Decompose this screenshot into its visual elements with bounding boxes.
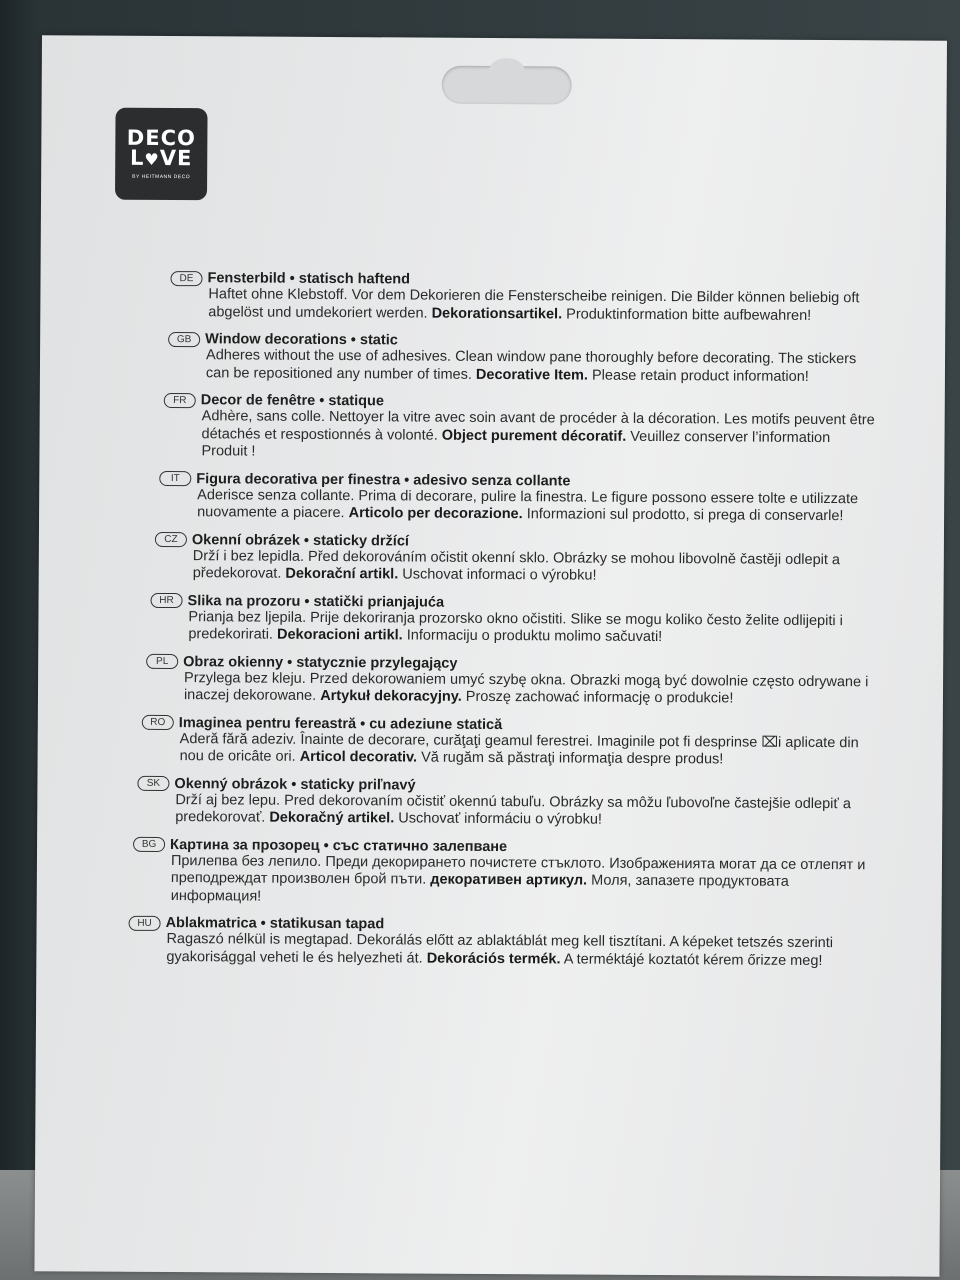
section-body xyxy=(208,286,880,325)
section-body xyxy=(184,670,878,709)
section-title: Okenní obrázek • staticky držící xyxy=(191,531,410,549)
section-text: Prianja bez ljepila. Prije dekoriranja prozorsko okno očistiti. Slike se mogu koliko često želite odlijepiti i predekorirati. xyxy=(188,608,843,643)
section-text-end: Моля, запазете продуктовата информация! xyxy=(170,872,789,905)
instructions-list xyxy=(137,270,880,980)
section-text-end: Uschovať informáciu o výrobku! xyxy=(394,810,603,828)
section-title: Fensterbild • statisch haftend xyxy=(207,270,411,288)
section-text: Adheres without the use of adhesives. Clean window pane thoroughly before decorating. The stickers can be repositioned any number of times. xyxy=(205,347,857,383)
section-body xyxy=(206,347,880,386)
language-code-badge: DE xyxy=(170,271,202,286)
logo-letter-l: L xyxy=(130,145,145,170)
section-text-end: A terméktájé koztatót kérem őrizze meg! xyxy=(560,950,823,969)
language-code-badge: BG xyxy=(133,837,165,852)
section-body xyxy=(201,408,879,465)
section-title: Slika na prozoru • statički prianjajuća xyxy=(187,592,445,611)
logo-word-top: DECO xyxy=(126,125,196,151)
section-text: Haftet ohne Klebstoff. Vor dem Dekorieren die Fensterscheibe reinigen. Die Bilder können beliebig oft abgelöst und umdekoriert werden. xyxy=(208,286,860,322)
section-body xyxy=(166,931,876,970)
product-backing-card xyxy=(34,35,947,1277)
section-title: Ablakmatrica • statikusan tapad xyxy=(165,915,385,933)
section-text: Ragaszó nélkül is megtapad. Dekorálás előtt az ablaktáblát meg kell tisztítani. A képeket tetszés szerinti gyakorisággal veheti le és helyezheti át. xyxy=(166,931,834,967)
language-code-badge: HU xyxy=(129,915,161,930)
section-title: Obraz okienny • statycznie przylegający xyxy=(183,653,458,672)
section-text: Przylega bez kleju. Przed dekorowaniem umyć szybę okna. Obrazki mogą być dowolnie często odrywane i inaczej dekorowane. xyxy=(183,669,869,704)
language-code-badge: PL xyxy=(146,654,178,669)
section-text: Aderisce senza collante. Prima di decorare, pulire la finestra. Le figure possono essere tolte e utilizzate nuovamente a piacere. xyxy=(197,486,859,522)
language-code-badge: SK xyxy=(137,776,169,791)
instruction-section-fr xyxy=(163,392,879,465)
section-title: Okenný obrázok • staticky priľnavý xyxy=(174,775,416,794)
section-text: Aderă fără adeziv. Înainte de decorare, curăţaţi geamul ferestrei. Imaginile pot fi desprinse ⌧i aplicate din nou de oricâte ori. xyxy=(179,730,859,765)
instruction-section-bg xyxy=(133,836,877,909)
section-body xyxy=(197,487,879,526)
instruction-section-gb xyxy=(168,331,880,386)
section-title: Картина за прозорец • със статично залепване xyxy=(170,836,508,855)
section-body xyxy=(171,853,877,910)
section-body xyxy=(180,731,878,770)
section-bold-text: Dekorationsartikel. xyxy=(431,305,563,322)
section-bold-text: Dekoracioni artikl. xyxy=(276,626,403,644)
section-bold-text: Dekorační artikl. xyxy=(285,565,399,583)
instruction-section-sk xyxy=(137,775,877,831)
instruction-section-pl xyxy=(146,653,878,708)
hang-hole xyxy=(442,66,572,105)
section-title: Figura decorativa per finestra • adesivo senza collante xyxy=(196,470,571,489)
section-text-end: Uschovat informaci o výrobku! xyxy=(398,566,597,584)
section-title: Imaginea pentru fereastră • cu adeziune statică xyxy=(178,714,503,733)
section-title: Decor de fenêtre • statique xyxy=(200,392,384,410)
heart-icon: ♥ xyxy=(144,149,160,169)
section-bold-text: Dekorációs termék. xyxy=(426,950,561,967)
instruction-section-it xyxy=(159,470,879,525)
section-text: Drží aj bez lepu. Pred dekorovaním očistiť okennú tabuľu. Obrázky sa môžu ľubovoľne častejšie odlepiť a predekorovať. xyxy=(175,791,851,826)
logo-letters-ve: VE xyxy=(159,145,193,171)
section-text-end: Veuillez conserver l’information Produit ! xyxy=(201,428,831,460)
section-bold-text: Object purement décoratif. xyxy=(441,427,627,445)
instruction-section-hr xyxy=(150,592,878,647)
logo-word-bottom xyxy=(130,145,193,171)
language-code-badge: HR xyxy=(151,593,183,608)
language-code-badge: FR xyxy=(164,392,196,407)
brand-logo xyxy=(115,108,208,201)
section-body xyxy=(193,548,879,587)
instruction-section-cz xyxy=(155,531,879,586)
section-body xyxy=(188,609,878,648)
section-bold-text: Artykuł dekoracyjny. xyxy=(320,687,462,705)
instruction-section-de xyxy=(170,270,880,325)
section-text-end: Vă rugăm să păstraţi informaţia despre produs! xyxy=(417,749,724,768)
section-text-end: Proszę zachować informację o produkcie! xyxy=(461,688,734,707)
section-bold-text: Decorative Item. xyxy=(475,366,589,384)
section-text-end: Informaciju o produktu molimo sačuvati! xyxy=(402,627,663,646)
section-text: Drží i bez lepidla. Před dekorováním očistit okenní sklo. Obrázky se mohou libovolně častěji odlepit a předekorovat. xyxy=(192,547,841,582)
section-title: Window decorations • static xyxy=(205,331,398,349)
section-text: Adhère, sans colle. Nettoyer la vitre avec soin avant de procéder à la décoration. Les motifs peuvent être détachés et respostionnés à volonté. xyxy=(201,408,875,444)
section-bold-text: Dekoračný artikel. xyxy=(269,809,395,827)
section-text-end: Produktinformation bitte aufbewahren! xyxy=(562,305,812,324)
section-text-end: Please retain product information! xyxy=(587,367,809,385)
section-bold-text: декоративен артикул. xyxy=(430,871,588,889)
section-bold-text: Articol decorativ. xyxy=(299,748,418,766)
section-bold-text: Articolo per decorazione. xyxy=(348,505,523,523)
language-code-badge: CZ xyxy=(155,532,187,547)
language-code-badge: IT xyxy=(159,471,191,486)
logo-subtitle: BY HEITMANN DECO xyxy=(132,173,191,181)
section-body xyxy=(175,792,877,831)
language-code-badge: RO xyxy=(142,715,174,730)
instruction-section-hu xyxy=(128,915,876,971)
section-text-end: Informazioni sul prodotto, si prega di conservarle! xyxy=(522,506,844,525)
section-text: Прилепва без лепило. Преди декорирането почистете стъклото. Изображенията могат да се отлепят и преподреждат произволен брой пъти. xyxy=(170,852,866,888)
instruction-section-ro xyxy=(142,714,878,769)
language-code-badge: GB xyxy=(168,332,200,347)
